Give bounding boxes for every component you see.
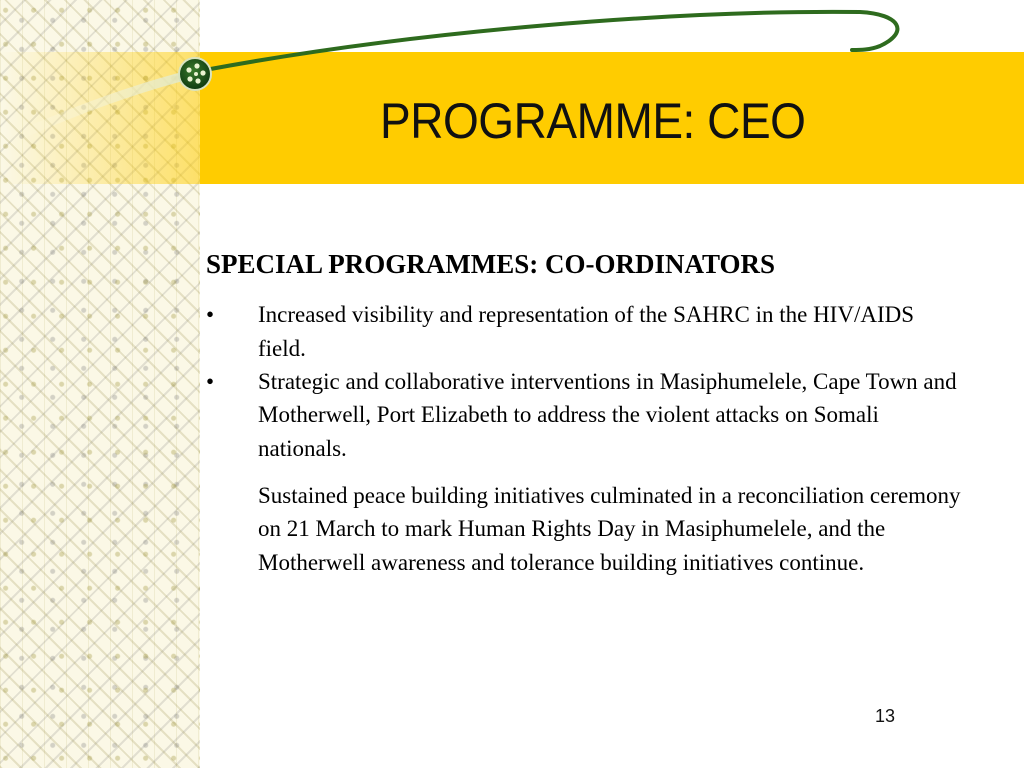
body-paragraph: Sustained peace building initiatives culminated in a reconciliation ceremony on 21 March to mark Human Rights Day in Masiphumelele, and the Motherwell awareness and tolerance building initiatives continue. — [258, 483, 961, 575]
globe-orb-icon — [179, 58, 211, 90]
page-title: PROGRAMME: CEO — [380, 93, 806, 149]
page-number: 13 — [875, 706, 896, 726]
bullet-text: Increased visibility and representation of the SAHRC in the HIV/AIDS field. — [258, 302, 915, 361]
bullet-list — [206, 298, 966, 465]
section-heading: SPECIAL PROGRAMMES: CO-ORDINATORS — [206, 249, 776, 279]
bullet-marker: • — [206, 302, 215, 328]
slide-content — [206, 248, 966, 579]
list-item — [206, 298, 966, 365]
bullet-text: Strategic and collaborative interventions in Masiphumelele, Cape Town and Motherwell, Port Elizabeth to address the violent attacks on Somali nationals. — [258, 369, 957, 461]
list-item — [206, 365, 966, 465]
bullet-marker: • — [206, 369, 215, 395]
